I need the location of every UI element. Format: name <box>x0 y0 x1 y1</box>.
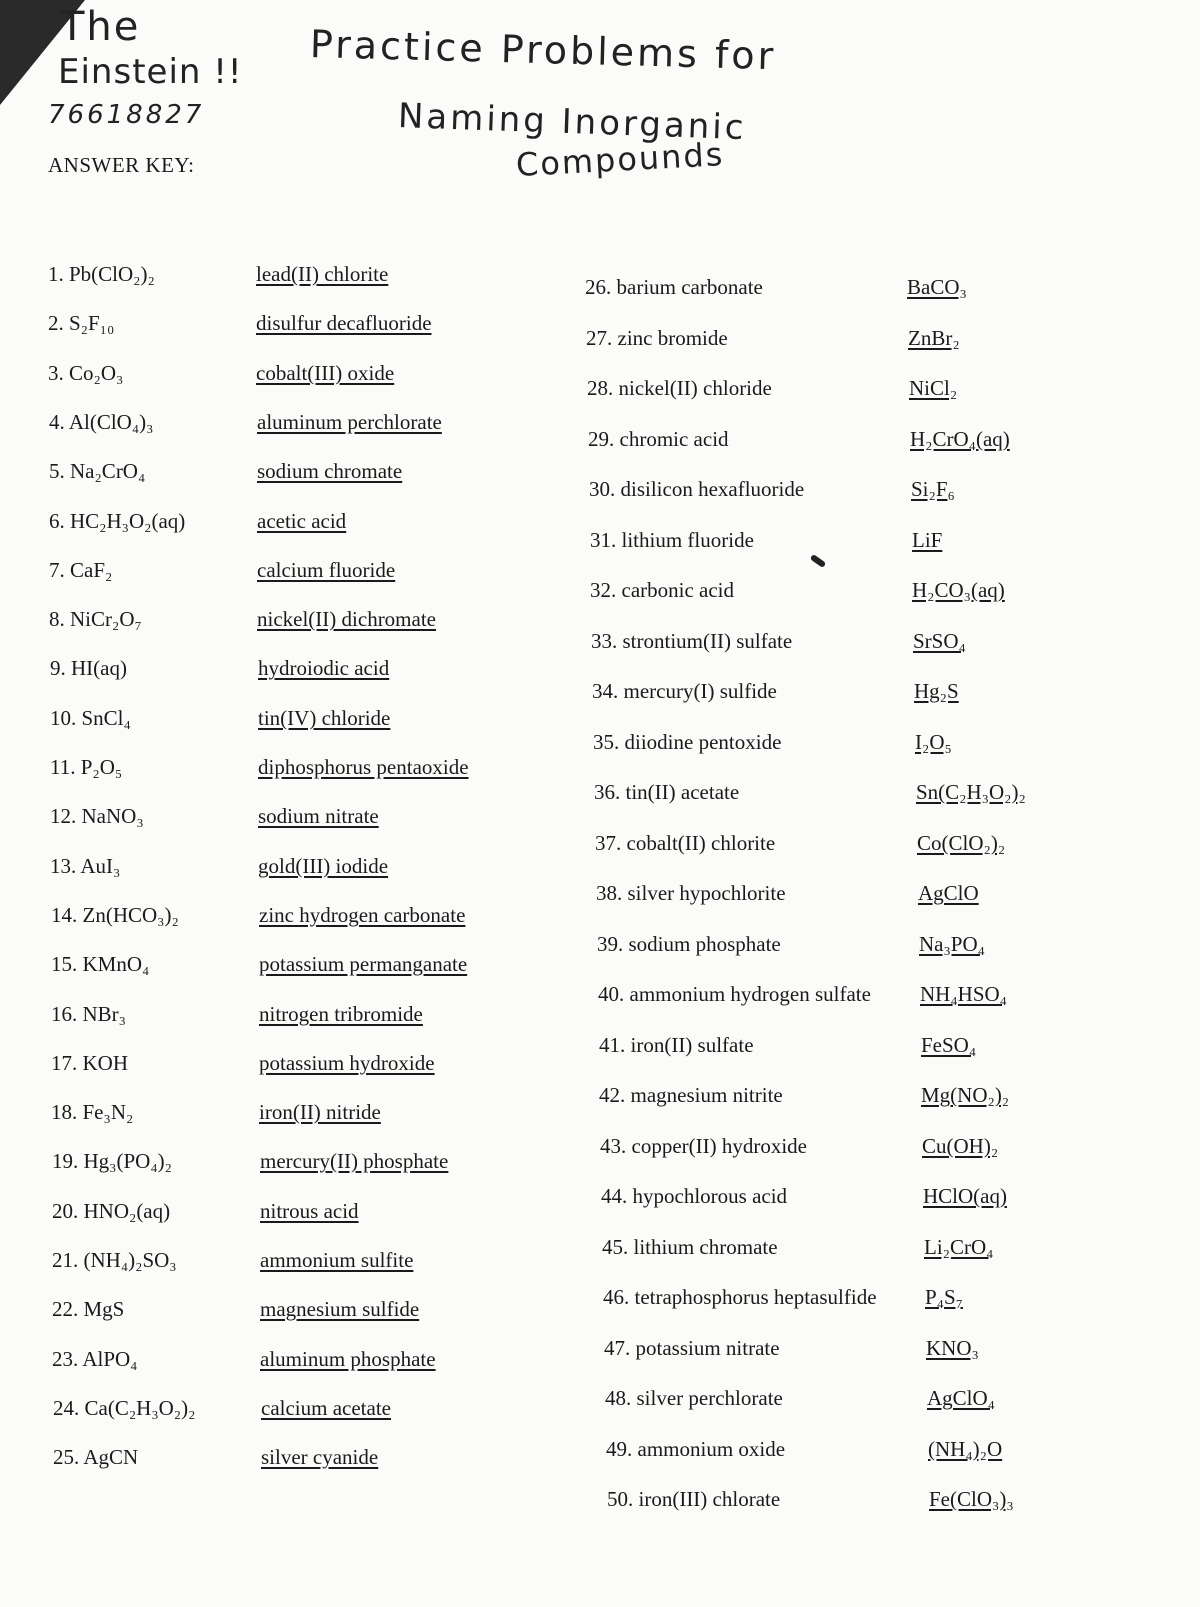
answer-name: ammonium sulfite <box>260 1248 414 1272</box>
formula: 7. CaF₂ <box>49 558 113 582</box>
answer-name: disulfur decafluoride <box>256 311 432 335</box>
answer-name: gold(III) iodide <box>258 854 389 878</box>
answer-formula: BaCO₃ <box>907 275 967 299</box>
compound-name: 37. cobalt(II) chlorite <box>595 831 776 855</box>
answer-name: lead(II) chlorite <box>256 262 389 286</box>
answer-formula: Na₃PO₄ <box>919 932 985 956</box>
formula: 4. Al(ClO₄)₃ <box>49 410 154 434</box>
formula: 13. AuI₃ <box>50 854 121 878</box>
compound-name: 50. iron(III) chlorate <box>607 1487 781 1511</box>
formula: 22. MgS <box>52 1297 125 1321</box>
compound-name: 31. lithium fluoride <box>590 528 754 552</box>
answer-formula: H₂CrO₄(aq) <box>910 427 1010 451</box>
answer-name: silver cyanide <box>261 1445 379 1469</box>
formula: 12. NaNO₃ <box>50 804 144 828</box>
formula: 11. P₂O₅ <box>50 755 123 779</box>
handwritten-name: Einstein !! <box>58 52 243 92</box>
compound-name: 27. zinc bromide <box>586 326 728 350</box>
formula: 1. Pb(ClO₂)₂ <box>48 262 155 286</box>
answer-name: tin(IV) chloride <box>258 706 391 730</box>
pen-mark <box>810 554 827 568</box>
compound-name: 41. iron(II) sulfate <box>599 1033 754 1057</box>
compound-name: 34. mercury(I) sulfide <box>592 679 777 703</box>
handwritten-heading-line1: Practice Problems for <box>309 22 777 79</box>
compound-name: 32. carbonic acid <box>590 578 735 602</box>
handwritten-phone: 76618827 <box>48 100 205 130</box>
compound-name: 38. silver hypochlorite <box>596 881 786 905</box>
formula: 9. HI(aq) <box>50 656 127 680</box>
answer-name: potassium hydroxide <box>259 1051 435 1075</box>
compound-name: 43. copper(II) hydroxide <box>600 1134 808 1158</box>
answer-formula: ZnBr₂ <box>908 326 960 350</box>
formula: 3. Co₂O₃ <box>48 361 124 385</box>
formula: 19. Hg₃(PO₄)₂ <box>52 1149 172 1173</box>
answer-formula: FeSO₄ <box>921 1033 977 1057</box>
compound-name: 30. disilicon hexafluoride <box>589 477 805 501</box>
answer-formula: AgClO₄ <box>927 1386 995 1410</box>
answer-name: acetic acid <box>257 509 347 533</box>
answer-formula: AgClO <box>918 881 979 905</box>
answer-formula: Cu(OH)₂ <box>922 1134 999 1158</box>
compound-name: 28. nickel(II) chloride <box>587 376 772 400</box>
answer-formula: Hg₂S <box>914 679 959 703</box>
answer-formula: Si₂F₆ <box>911 477 955 501</box>
formula: 16. NBr₃ <box>51 1002 126 1026</box>
answer-formula: NH₄HSO₄ <box>920 982 1007 1006</box>
answer-name: sodium nitrate <box>258 804 379 828</box>
compound-name: 39. sodium phosphate <box>597 932 781 956</box>
answer-name: nitrogen tribromide <box>259 1002 423 1026</box>
formula: 20. HNO₂(aq) <box>52 1199 171 1223</box>
formula: 8. NiCr₂O₇ <box>49 607 142 631</box>
compound-name: 47. potassium nitrate <box>604 1336 780 1360</box>
answer-name: aluminum perchlorate <box>257 410 442 434</box>
answer-name: iron(II) nitride <box>259 1100 381 1124</box>
answer-name: calcium acetate <box>261 1396 391 1420</box>
answer-name: calcium fluoride <box>257 558 396 582</box>
compound-name: 40. ammonium hydrogen sulfate <box>598 982 871 1006</box>
answer-name: diphosphorus pentaoxide <box>258 755 469 779</box>
answer-name: zinc hydrogen carbonate <box>259 903 466 927</box>
formula: 21. (NH₄)₂SO₃ <box>52 1248 177 1272</box>
formula: 5. Na₂CrO₄ <box>49 459 146 483</box>
compound-name: 29. chromic acid <box>588 427 729 451</box>
answer-key-label: ANSWER KEY: <box>48 153 195 177</box>
compound-name: 46. tetraphosphorus heptasulfide <box>603 1285 877 1309</box>
compound-name: 48. silver perchlorate <box>605 1386 783 1410</box>
formula: 14. Zn(HCO₃)₂ <box>51 903 179 927</box>
answer-formula: Fe(ClO₃)₃ <box>929 1487 1014 1511</box>
formula: 23. AlPO₄ <box>52 1347 138 1371</box>
formula: 15. KMnO₄ <box>51 952 150 976</box>
answer-name: magnesium sulfide <box>260 1297 420 1321</box>
compound-name: 49. ammonium oxide <box>606 1437 786 1461</box>
answer-formula: H₂CO₃(aq) <box>912 578 1005 602</box>
compound-name: 35. diiodine pentoxide <box>593 730 782 754</box>
answer-formula: Sn(C₂H₃O₂)₂ <box>916 780 1026 804</box>
answer-formula: I₂O₅ <box>915 730 952 754</box>
answer-formula: LiF <box>912 528 943 552</box>
answer-name: aluminum phosphate <box>260 1347 436 1371</box>
answer-formula: Co(ClO₂)₂ <box>917 831 1006 855</box>
answer-name: sodium chromate <box>257 459 403 483</box>
answer-formula: P₄S₇ <box>925 1285 964 1309</box>
formula: 17. KOH <box>51 1051 128 1075</box>
handwritten-heading-line3: Compounds <box>515 135 726 184</box>
compound-name: 42. magnesium nitrite <box>599 1083 783 1107</box>
handwritten-title: The <box>60 4 141 50</box>
answer-formula: Mg(NO₂)₂ <box>921 1083 1010 1107</box>
answer-formula: NiCl₂ <box>909 376 958 400</box>
answer-formula: (NH₄)₂O <box>928 1437 1003 1461</box>
handwritten-heading-line2: Naming Inorganic <box>397 96 748 149</box>
answer-name: mercury(II) phosphate <box>260 1149 449 1173</box>
formula: 24. Ca(C₂H₃O₂)₂ <box>53 1396 196 1420</box>
formula: 10. SnCl₄ <box>50 706 131 730</box>
formula: 25. AgCN <box>53 1445 139 1469</box>
answer-name: cobalt(III) oxide <box>256 361 395 385</box>
formula: 6. HC₂H₃O₂(aq) <box>49 509 186 533</box>
answer-formula: SrSO₄ <box>913 629 966 653</box>
compound-name: 36. tin(II) acetate <box>594 780 740 804</box>
answer-formula: KNO₃ <box>926 1336 979 1360</box>
answer-formula: HClO(aq) <box>923 1184 1007 1208</box>
answer-name: hydroiodic acid <box>258 656 390 680</box>
answer-name: potassium permanganate <box>259 952 468 976</box>
answer-name: nitrous acid <box>260 1199 359 1223</box>
compound-name: 45. lithium chromate <box>602 1235 778 1259</box>
compound-name: 33. strontium(II) sulfate <box>591 629 793 653</box>
compound-name: 44. hypochlorous acid <box>601 1184 788 1208</box>
formula: 2. S₂F₁₀ <box>48 311 115 335</box>
answer-formula: Li₂CrO₄ <box>924 1235 994 1259</box>
compound-name: 26. barium carbonate <box>585 275 763 299</box>
answer-name: nickel(II) dichromate <box>257 607 436 631</box>
formula: 18. Fe₃N₂ <box>51 1100 134 1124</box>
